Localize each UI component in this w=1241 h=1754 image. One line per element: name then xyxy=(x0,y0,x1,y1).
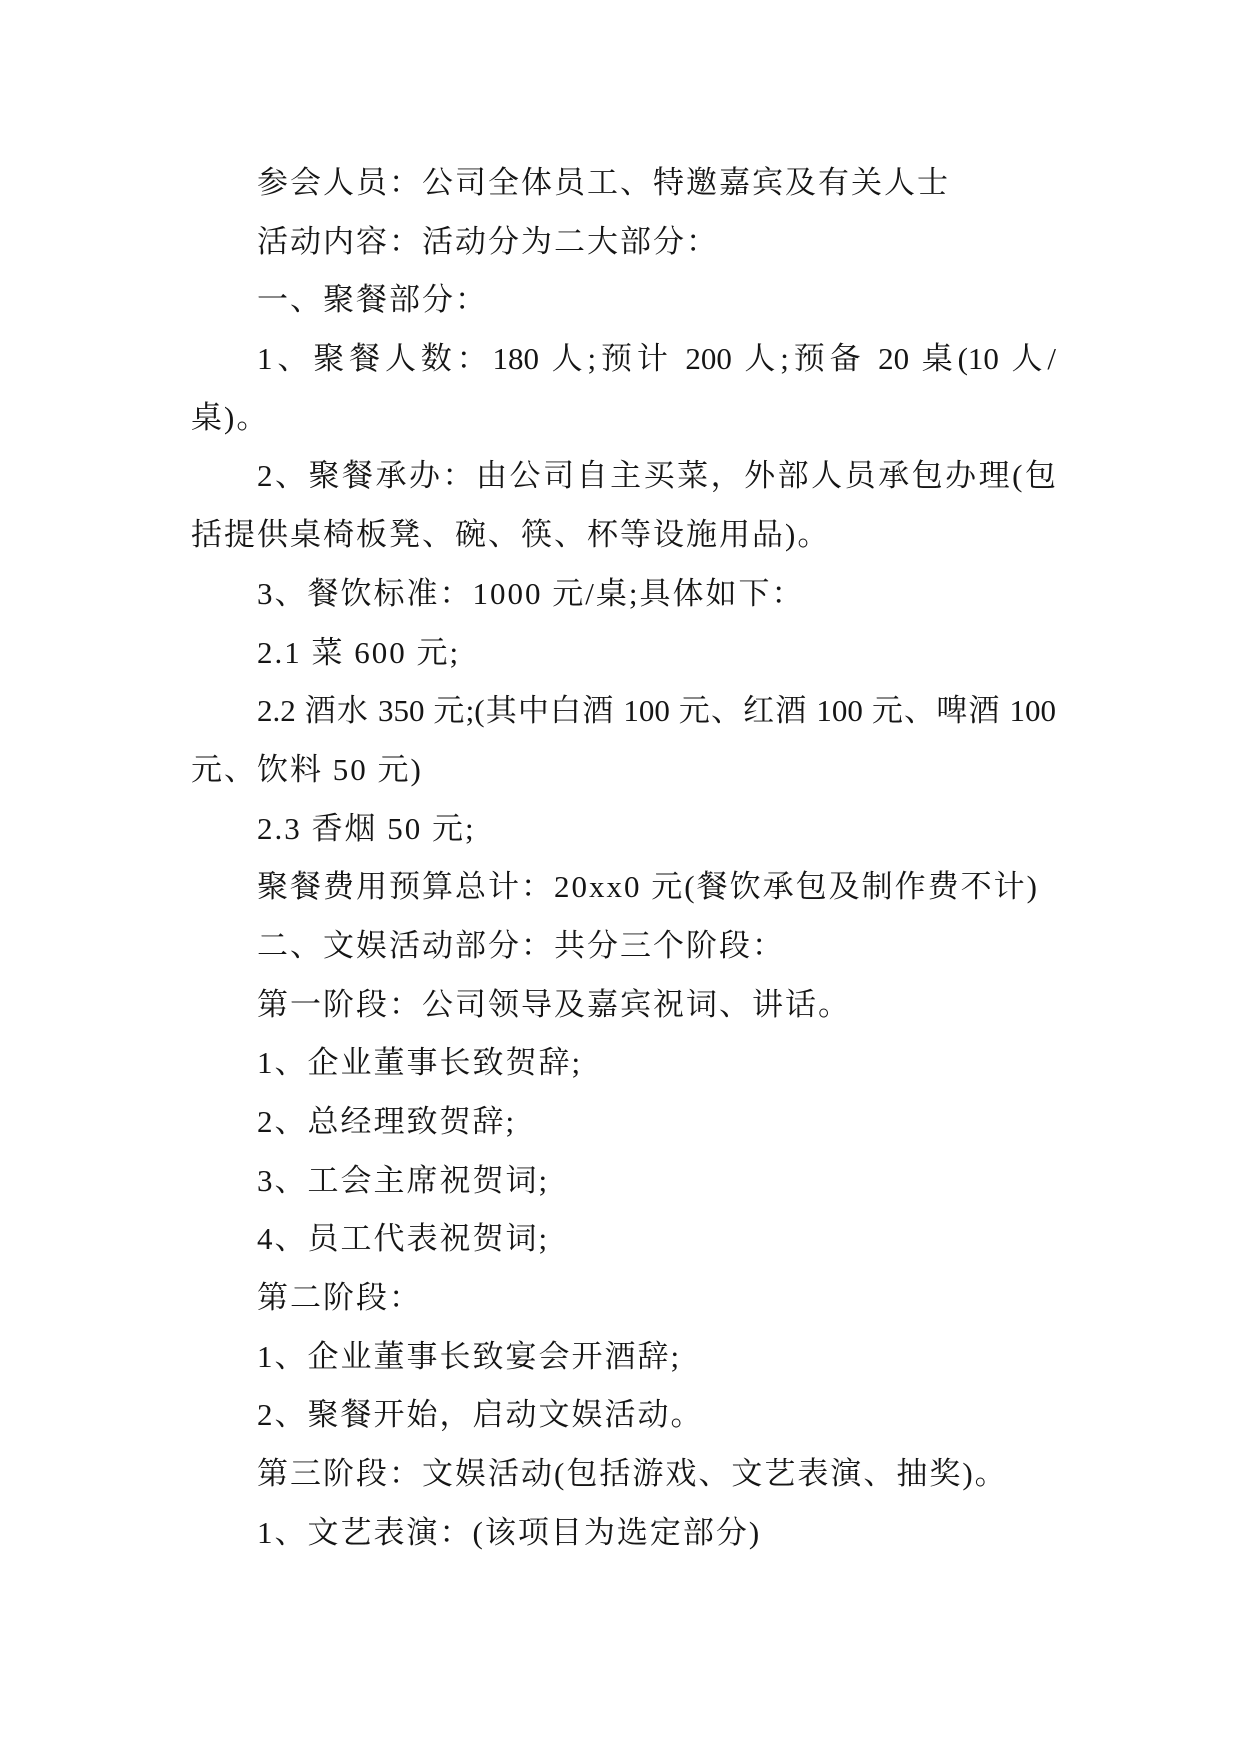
paragraph-line: 2、聚餐开始，启动文娱活动。 xyxy=(257,1397,704,1433)
section-heading-entertainment xyxy=(191,917,1057,976)
paragraph-stage-three xyxy=(191,1445,1057,1504)
paragraph-attendees xyxy=(191,154,1057,213)
paragraph-cigarettes xyxy=(191,800,1057,859)
list-item xyxy=(191,1093,1057,1152)
paragraph-line: 3、餐饮标准：1000 元/桌;具体如下： xyxy=(257,575,805,611)
list-item xyxy=(191,1152,1057,1211)
paragraph-line: 二、文娱活动部分：共分三个阶段： xyxy=(257,927,785,963)
paragraph-line: 元、饮料 50 元) xyxy=(191,751,423,787)
paragraph-line: 第二阶段： xyxy=(257,1280,422,1316)
list-item xyxy=(191,1504,1057,1563)
section-heading-dinner xyxy=(191,271,1057,330)
list-item xyxy=(191,1034,1057,1093)
paragraph-line: 参会人员：公司全体员工、特邀嘉宾及有关人士 xyxy=(257,165,950,200)
paragraph-stage-two xyxy=(191,1269,1057,1328)
paragraph-line: 2.2 酒水 350 元;(其中白酒 100 元、红酒 100 元、啤酒 100 xyxy=(257,693,1056,729)
list-item xyxy=(191,1328,1057,1387)
paragraph-line: 括提供桌椅板凳、碗、筷、杯等设施用品)。 xyxy=(191,517,831,553)
paragraph-dishes xyxy=(191,624,1057,683)
paragraph-activity-content xyxy=(191,213,1057,272)
paragraph-line: 1、聚餐人数：180 人;预计 200 人;预备 20 桌(10 人/ xyxy=(257,341,1056,377)
paragraph-drinks xyxy=(191,682,1057,799)
paragraph-line: 2.3 香烟 50 元; xyxy=(257,810,476,846)
paragraph-dinner-organizer xyxy=(191,447,1057,564)
paragraph-stage-one xyxy=(191,976,1057,1035)
paragraph-line: 1、文艺表演：(该项目为选定部分) xyxy=(257,1514,762,1550)
paragraph-line: 活动内容：活动分为二大部分： xyxy=(257,223,719,259)
list-item xyxy=(191,1210,1057,1269)
paragraph-line: 2、聚餐承办：由公司自主买菜，外部人员承包办理(包 xyxy=(257,458,1056,494)
paragraph-dinner-headcount xyxy=(191,330,1057,447)
paragraph-line: 桌)。 xyxy=(191,399,270,435)
paragraph-line: 1、企业董事长致贺辞; xyxy=(257,1045,583,1081)
paragraph-budget-total xyxy=(191,858,1057,917)
paragraph-line: 第三阶段：文娱活动(包括游戏、文艺表演、抽奖)。 xyxy=(257,1456,1008,1492)
paragraph-catering-standard xyxy=(191,565,1057,624)
paragraph-line: 3、工会主席祝贺词; xyxy=(257,1162,550,1198)
paragraph-line: 2、总经理致贺辞; xyxy=(257,1104,517,1139)
document-page xyxy=(191,154,1057,1563)
list-item xyxy=(191,1386,1057,1445)
paragraph-line: 4、员工代表祝贺词; xyxy=(257,1221,550,1257)
paragraph-line: 聚餐费用预算总计：20xx0 元(餐饮承包及制作费不计) xyxy=(257,869,1039,905)
paragraph-line: 1、企业董事长致宴会开酒辞; xyxy=(257,1338,682,1374)
paragraph-line: 第一阶段：公司领导及嘉宾祝词、讲话。 xyxy=(257,986,851,1022)
paragraph-line: 2.1 菜 600 元; xyxy=(257,634,461,670)
paragraph-line: 一、聚餐部分： xyxy=(257,282,488,318)
